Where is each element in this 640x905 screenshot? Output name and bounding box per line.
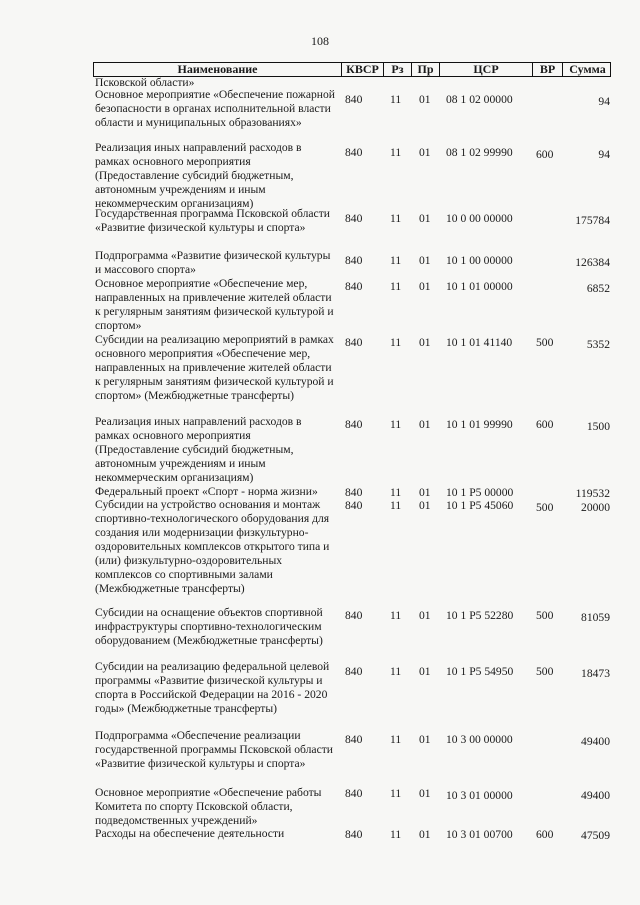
row-rz: 11 xyxy=(390,609,402,622)
row-pr: 01 xyxy=(419,280,431,293)
row-sum: 81059 xyxy=(581,611,610,624)
row-name: Основное мероприятие «Обеспечение пожарной безопасности в органах исполнительной власти области и муниципальных образованиях» xyxy=(95,88,335,129)
row-kvsr: 840 xyxy=(345,665,363,678)
row-vr: 600 xyxy=(536,828,554,841)
row-csr: 10 1 01 41140 xyxy=(446,336,513,349)
row-pr: 01 xyxy=(419,787,431,800)
row-pr: 01 xyxy=(419,733,431,746)
row-sum: 6852 xyxy=(586,282,610,295)
row-csr: 10 3 00 00000 xyxy=(446,733,513,746)
row-name: Субсидии на реализацию федеральной целевой программы «Развитие физической культуры и спорта в Российской Федерации на 2016 - 2020 годы» (Межбюджетные трансферты) xyxy=(95,660,330,715)
row-rz: 11 xyxy=(390,418,402,431)
row-rz: 11 xyxy=(390,93,402,106)
row-sum: 5352 xyxy=(586,338,610,351)
row-pr: 01 xyxy=(419,93,431,106)
row-csr: 08 1 02 00000 xyxy=(446,93,513,106)
row-rz: 11 xyxy=(390,828,402,841)
row-csr: 10 1 P5 45060 xyxy=(446,499,514,512)
row-kvsr: 840 xyxy=(345,146,363,159)
row-kvsr: 840 xyxy=(345,486,363,499)
row-vr: 500 xyxy=(536,665,554,678)
row-pr: 01 xyxy=(419,212,431,225)
row-rz: 11 xyxy=(390,280,402,293)
row-csr: 10 3 01 00700 xyxy=(446,828,513,841)
header-sum: Сумма xyxy=(562,63,612,76)
row-pr: 01 xyxy=(419,486,431,499)
row-csr: 10 0 00 00000 xyxy=(446,212,513,225)
row-name: Реализация иных направлений расходов в рамках основного мероприятия (Предоставление субсидий бюджетным, автономным учреждениям и иным некоммерческим организациям) xyxy=(95,415,302,484)
row-vr: 500 xyxy=(536,501,554,514)
row-sum: 119532 xyxy=(575,487,610,500)
row-name: Подпрограмма «Развитие физической культуры и массового спорта» xyxy=(95,249,331,276)
row-rz: 11 xyxy=(390,499,402,512)
header-name: Наименование xyxy=(177,62,258,76)
row-rz: 11 xyxy=(390,212,402,225)
row-vr: 500 xyxy=(536,336,554,349)
row-vr: 500 xyxy=(536,609,554,622)
row-rz: 11 xyxy=(390,486,402,499)
row-kvsr: 840 xyxy=(345,254,363,267)
row-sum: 94 xyxy=(598,148,610,161)
row-sum: 175784 xyxy=(575,214,610,227)
row-csr: 10 1 P5 54950 xyxy=(446,665,514,678)
row-pr: 01 xyxy=(419,665,431,678)
row-name: Основное мероприятие «Обеспечение работы Комитета по спорту Псковской области, подведомственных учреждений» xyxy=(95,786,322,827)
row-sum: 1500 xyxy=(586,420,610,433)
row-sum: 18473 xyxy=(581,667,610,680)
row-pr: 01 xyxy=(419,254,431,267)
header-vr: ВР xyxy=(532,63,562,76)
row-sum: 20000 xyxy=(581,501,610,514)
row-pr: 01 xyxy=(419,418,431,431)
row-csr: 10 1 01 99990 xyxy=(446,418,513,431)
row-pr: 01 xyxy=(419,146,431,159)
row-csr: 10 1 01 00000 xyxy=(446,280,513,293)
table-header xyxy=(93,62,611,77)
header-csr: ЦСР xyxy=(439,63,532,76)
row-csr: 10 3 01 00000 xyxy=(446,789,513,802)
row-name: Псковской области» xyxy=(95,76,195,89)
row-kvsr: 840 xyxy=(345,212,363,225)
row-sum: 49400 xyxy=(581,735,610,748)
header-pr: Пр xyxy=(411,63,439,76)
row-pr: 01 xyxy=(419,609,431,622)
row-name: Государственная программа Псковской области «Развитие физической культуры и спорта» xyxy=(95,207,330,234)
row-rz: 11 xyxy=(390,336,402,349)
row-name: Субсидии на оснащение объектов спортивной инфраструктуры спортивно-технологическим оборудованием (Межбюджетные трансферты) xyxy=(95,606,323,647)
page-number: 108 xyxy=(311,34,329,48)
row-csr: 10 1 P5 52280 xyxy=(446,609,514,622)
row-kvsr: 840 xyxy=(345,733,363,746)
row-kvsr: 840 xyxy=(345,93,363,106)
row-vr: 600 xyxy=(536,148,554,161)
row-rz: 11 xyxy=(390,787,402,800)
row-rz: 11 xyxy=(390,254,402,267)
row-csr: 10 1 00 00000 xyxy=(446,254,513,267)
row-name: Расходы на обеспечение деятельности xyxy=(95,827,285,840)
row-name: Субсидии на устройство основания и монтаж спортивно-технологического оборудования для создания или модернизации физкультурно-оздоровительных комплексов открытого типа и (или) физкультурно-оздоровительных комплексов со спортивными залами (Межбюджетные трансферты) xyxy=(95,498,330,595)
row-pr: 01 xyxy=(419,336,431,349)
row-kvsr: 840 xyxy=(345,499,363,512)
row-kvsr: 840 xyxy=(345,828,363,841)
row-csr: 08 1 02 99990 xyxy=(446,146,513,159)
row-rz: 11 xyxy=(390,733,402,746)
row-name: Субсидии на реализацию мероприятий в рамках основного мероприятия «Обеспечение мер, направленных на привлечение жителей области к регулярным занятиям физической культурой и спортом» (Межбюджетные трансферты) xyxy=(95,333,334,402)
row-kvsr: 840 xyxy=(345,336,363,349)
header-rz: Рз xyxy=(383,63,411,76)
row-pr: 01 xyxy=(419,828,431,841)
row-name: Федеральный проект «Спорт - норма жизни» xyxy=(95,485,318,498)
header-kvsr: КВСР xyxy=(341,63,383,76)
row-pr: 01 xyxy=(419,499,431,512)
row-rz: 11 xyxy=(390,665,402,678)
row-name: Реализация иных направлений расходов в рамках основного мероприятия (Предоставление субсидий бюджетным, автономным учреждениям и иным некоммерческим организациям) xyxy=(95,141,302,210)
row-kvsr: 840 xyxy=(345,280,363,293)
row-kvsr: 840 xyxy=(345,609,363,622)
row-sum: 49400 xyxy=(581,789,610,802)
row-name: Основное мероприятие «Обеспечение мер, направленных на привлечение жителей области к регулярным занятиям физической культурой и спортом» xyxy=(95,277,334,332)
row-sum: 126384 xyxy=(575,256,610,269)
row-rz: 11 xyxy=(390,146,402,159)
row-sum: 94 xyxy=(598,95,610,108)
row-vr: 600 xyxy=(536,418,554,431)
row-name: Подпрограмма «Обеспечение реализации государственной программы Псковской области «Развитие физической культуры и спорта» xyxy=(95,729,333,770)
row-sum: 47509 xyxy=(581,829,610,842)
row-csr: 10 1 P5 00000 xyxy=(446,486,514,499)
row-kvsr: 840 xyxy=(345,787,363,800)
row-kvsr: 840 xyxy=(345,418,363,431)
